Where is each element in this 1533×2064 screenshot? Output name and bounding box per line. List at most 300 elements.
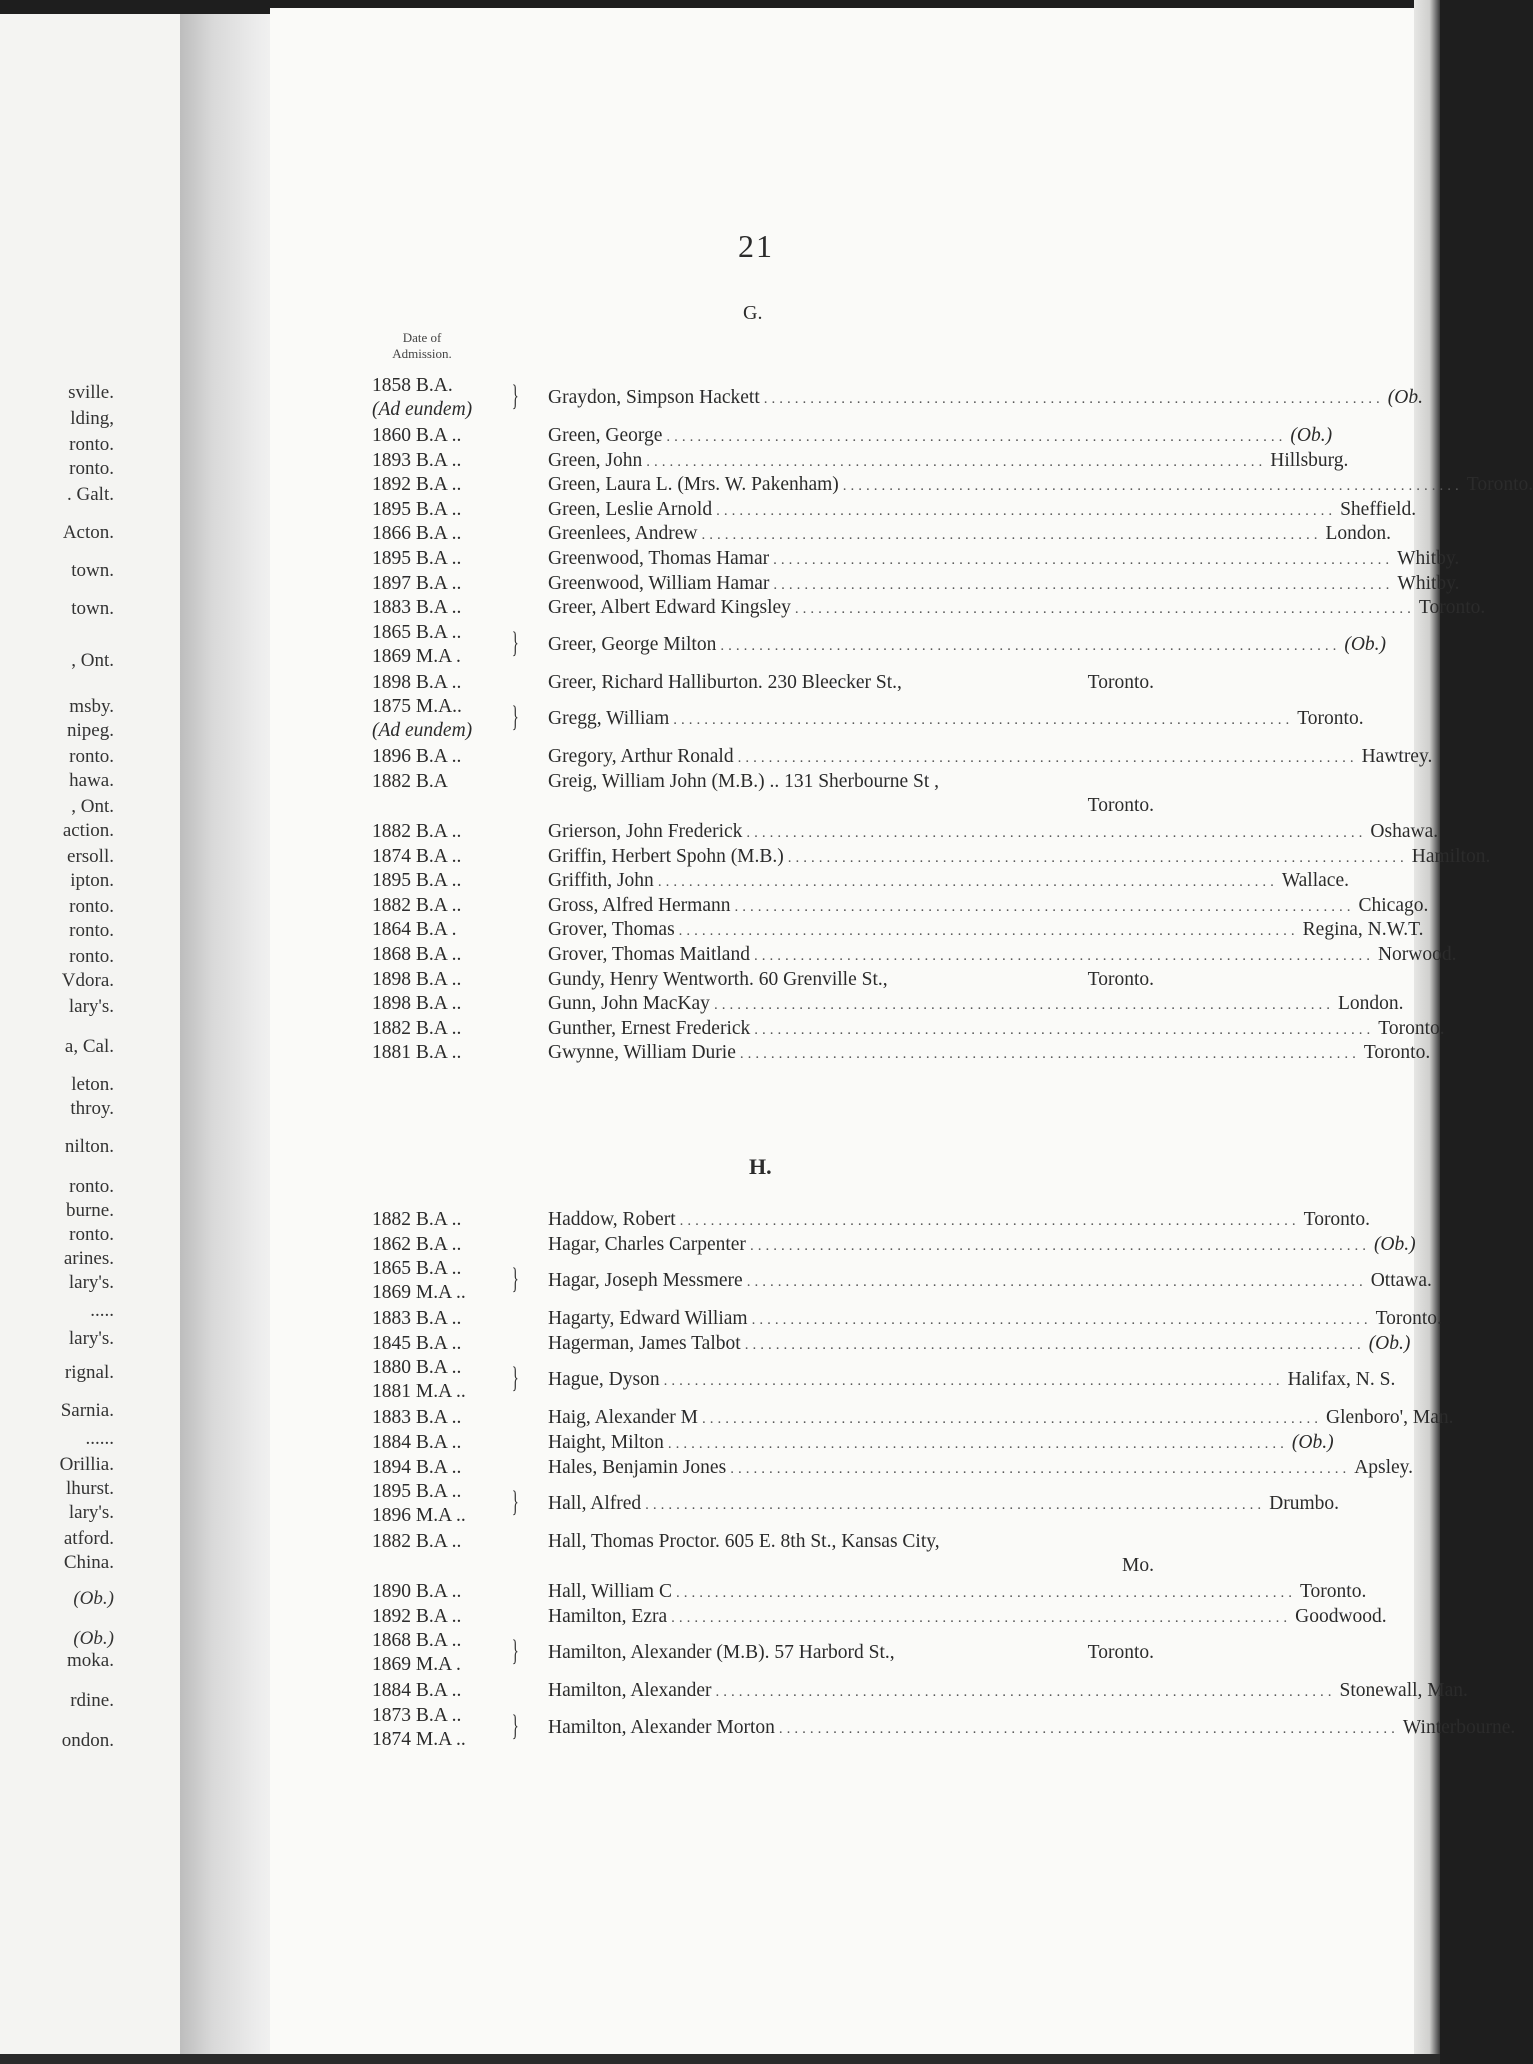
admission-date (372, 1480, 522, 1528)
leader-dots: ................................................................................ (671, 1609, 1292, 1626)
residence: Oshawa. (1370, 821, 1439, 842)
admission-date (372, 1041, 522, 1065)
graduate-name: Greer, George Milton (548, 633, 717, 655)
residence: Halifax, N. S. (1287, 1369, 1396, 1391)
register-entry (372, 671, 1154, 697)
page-number: 21 (738, 228, 774, 264)
admission-date-line: 1890 B.A .. (372, 1581, 462, 1603)
register-entry (372, 424, 1333, 450)
residence: Toronto. (1297, 708, 1364, 730)
left-page-fragment: a, Cal. (64, 1036, 114, 1057)
admission-date-line: 1898 B.A .. (372, 993, 462, 1015)
left-page-fragment: lding, (70, 408, 114, 429)
leader-dots: ................................................................................ (657, 874, 1278, 891)
left-page-fragment: ondon. (61, 1730, 114, 1751)
admission-date (372, 1356, 522, 1404)
register-entry (372, 522, 1391, 548)
leader-dots: ................................................................................ (754, 1021, 1375, 1038)
left-page-fragment: , Ont. (71, 650, 114, 671)
graduate-name: Gregg, William (548, 708, 670, 730)
register-entry (372, 1456, 1414, 1482)
left-page-fragment: Sarnia. (60, 1400, 114, 1421)
leader-dots: ................................................................................ (646, 453, 1267, 470)
admission-date (372, 1704, 522, 1752)
graduate-name: Hall, Thomas Proctor. 605 E. 8th St., Kansas City, (548, 1531, 940, 1553)
residence: Apsley. (1354, 1456, 1414, 1478)
leader-dots: ................................................................................ (787, 849, 1408, 866)
register-entry (372, 572, 1460, 598)
leader-dots: ................................................................................ (715, 1684, 1336, 1701)
register-entry (372, 1679, 1468, 1705)
brace-mark: } (511, 625, 519, 659)
residence: Drumbo. (1269, 1493, 1340, 1515)
left-page-fragment: ronto. (69, 920, 114, 941)
admission-date (372, 1332, 522, 1356)
admission-date-line: 1882 B.A .. (372, 821, 462, 842)
admission-date (372, 449, 522, 473)
leader-dots: ................................................................................ (746, 1274, 1367, 1291)
admission-date-line: 1895 B.A .. (372, 1481, 462, 1503)
admission-date-line: 1881 B.A .. (372, 1042, 462, 1064)
register-entry (372, 1208, 1370, 1234)
leader-dots: ................................................................................ (739, 1046, 1360, 1063)
register-entry (372, 1605, 1387, 1631)
register-entry (372, 1041, 1431, 1067)
leader-dots: ................................................................................ (794, 601, 1415, 618)
residence: Toronto. (1087, 1642, 1154, 1664)
residence: (Ob.) (1291, 1432, 1334, 1453)
residence: Toronto. (1299, 1581, 1367, 1603)
admission-date-line: 1866 B.A .. (372, 523, 462, 545)
admission-date (372, 1580, 522, 1604)
left-page-fragment: lary's. (68, 1272, 114, 1293)
section-letter-h: H. (749, 1154, 772, 1179)
graduate-name: Green, Leslie Arnold (548, 498, 713, 520)
graduate-name: Hales, Benjamin Jones (548, 1456, 727, 1478)
admission-date-line: 1875 M.A.. (372, 696, 462, 718)
graduate-name: Hall, William C (548, 1581, 672, 1603)
left-page-fragment: ronto. (69, 896, 114, 917)
residence: Goodwood. (1295, 1605, 1387, 1627)
left-page-fragment: Acton. (62, 522, 114, 543)
residence: Toronto. (1466, 474, 1533, 496)
residence: Hillsburg. (1270, 449, 1349, 471)
admission-date (372, 845, 522, 869)
leader-dots: ................................................................................ (666, 429, 1287, 445)
residence: Toronto. (1375, 1308, 1442, 1330)
leader-dots: ................................................................................ (675, 1585, 1296, 1602)
residence: Norwood. (1377, 944, 1457, 965)
left-page-fragment: ronto. (69, 1224, 114, 1245)
graduate-name: Gunn, John MacKay (548, 993, 710, 1015)
admission-date (372, 498, 522, 522)
graduate-name: Haddow, Robert (548, 1209, 676, 1230)
left-page-fragment: nipeg. (67, 720, 114, 741)
graduate-name: Griffith, John (548, 870, 654, 892)
residence: Hawtrey. (1361, 746, 1433, 768)
admission-date (372, 1208, 522, 1232)
leader-dots: ................................................................................ (713, 997, 1334, 1014)
residence-continued: Mo. (1122, 1555, 1154, 1577)
brace-mark: } (511, 1709, 519, 1742)
admission-date-line: 1862 B.A .. (372, 1233, 462, 1255)
admission-date (372, 968, 522, 992)
admission-date (372, 1605, 522, 1629)
left-page-fragment: atford. (63, 1528, 114, 1549)
left-page-fragment: ronto. (69, 946, 114, 967)
residence: Sheffield. (1340, 498, 1417, 520)
register-entry (372, 820, 1439, 846)
leader-dots: ................................................................................ (730, 1460, 1351, 1477)
graduate-name: Griffin, Herbert Spohn (M.B.) (548, 845, 784, 867)
left-page-fragment: leton. (71, 1074, 114, 1095)
admission-date-line: 1882 B.A .. (372, 894, 462, 916)
leader-dots: ................................................................................ (753, 948, 1374, 964)
admission-date-line: 1865 B.A .. (372, 621, 462, 643)
admission-date-line: 1882 B.A (372, 771, 448, 792)
residence: Toronto. (1418, 597, 1486, 619)
admission-date-line: 1894 B.A .. (372, 1456, 462, 1478)
admission-date-line: 1865 B.A .. (372, 1258, 462, 1280)
admission-date (372, 522, 522, 546)
left-page-fragment: ronto. (69, 434, 114, 455)
left-page-fragment: ersoll. (67, 846, 114, 867)
left-page-fragment: arines. (63, 1248, 114, 1269)
left-page-fragment: ipton. (70, 870, 114, 891)
register-entry (372, 695, 1364, 743)
left-page-fragment: throy. (70, 1098, 114, 1119)
leader-dots: ................................................................................ (679, 1213, 1300, 1229)
admission-date-line: (Ad eundem) (372, 399, 473, 420)
residence: Toronto. (1087, 671, 1154, 693)
residence: Wallace. (1281, 870, 1349, 892)
admission-date (372, 572, 522, 596)
register-entry (372, 918, 1424, 944)
residence: Toronto. (1087, 968, 1154, 990)
graduate-name: Haig, Alexander M (548, 1407, 699, 1429)
admission-date (372, 473, 522, 497)
residence: Toronto. (1363, 1042, 1431, 1064)
graduate-name: Gundy, Henry Wentworth. 60 Grenville St., (548, 968, 888, 990)
register-entry (372, 1530, 1154, 1578)
left-page-fragment: China. (63, 1552, 114, 1573)
left-page-fragment: moka. (67, 1650, 114, 1671)
residence: Stonewall, Man. (1339, 1680, 1468, 1702)
admission-date-line: 1860 B.A .. (372, 425, 462, 446)
graduate-name: Hague, Dyson (548, 1369, 660, 1391)
left-page-fragment: (Ob.) (73, 1588, 114, 1609)
graduate-name: Greer, Richard Halliburton. 230 Bleecker St., (548, 671, 902, 693)
admission-date-line: 1882 B.A .. (372, 1531, 462, 1553)
date-of-admission-header: Date of Admission. (392, 330, 452, 361)
leader-dots: ................................................................................ (751, 1312, 1372, 1329)
register-entry (372, 449, 1349, 475)
admission-date-line: 1892 B.A .. (372, 474, 462, 496)
graduate-name: Greer, Albert Edward Kingsley (548, 597, 791, 619)
admission-date (372, 424, 522, 448)
graduate-name: Hagarty, Edward William (548, 1308, 748, 1330)
register-entry (372, 473, 1533, 499)
left-page-fragment: msby. (69, 696, 114, 717)
residence: Winterbourne. (1402, 1717, 1516, 1738)
admission-date-line: 1869 M.A . (372, 1654, 461, 1676)
admission-date (372, 1629, 522, 1677)
admission-date-line: 1892 B.A .. (372, 1605, 462, 1627)
residence: Toronto. (1303, 1209, 1370, 1230)
page-bottom-edge (0, 2054, 1440, 2064)
register-entry (372, 596, 1486, 622)
graduate-name: Grover, Thomas (548, 919, 675, 941)
graduate-name: Hamilton, Alexander (M.B). 57 Harbord St., (548, 1642, 895, 1664)
admission-date (372, 745, 522, 769)
admission-date (372, 918, 522, 942)
register-entry (372, 943, 1457, 969)
admission-date (372, 1406, 522, 1430)
admission-date-line: 1882 B.A .. (372, 1209, 462, 1230)
register-entry (372, 621, 1387, 669)
left-page-fragment: , Ont. (71, 796, 114, 817)
register-entry (372, 547, 1460, 573)
register-entry (372, 992, 1404, 1018)
residence: Whitby. (1397, 572, 1460, 594)
graduate-name: Greenwood, William Hamar (548, 572, 770, 594)
admission-date-line: 1895 B.A .. (372, 870, 462, 892)
admission-date (372, 596, 522, 620)
left-page-fragment: nilton. (64, 1136, 114, 1157)
leader-dots: ................................................................................ (763, 391, 1384, 407)
leader-dots: ................................................................................ (663, 1373, 1284, 1390)
leader-dots: ................................................................................ (720, 637, 1341, 654)
left-page-fragment: lhurst. (65, 1478, 114, 1499)
admission-date-line: 1869 M.A .. (372, 1282, 466, 1304)
left-page-fragment: hawa. (69, 770, 114, 791)
admission-date-line: 1895 B.A .. (372, 498, 462, 520)
admission-date-line: 1898 B.A .. (372, 968, 462, 990)
residence: London. (1325, 523, 1391, 545)
register-entry (372, 1406, 1454, 1432)
left-page-fragment: lary's. (68, 1502, 114, 1523)
left-page-fragment: lary's. (68, 996, 114, 1017)
admission-date-line: 1869 M.A . (372, 645, 461, 667)
graduate-name: Hagerman, James Talbot (548, 1332, 741, 1354)
leader-dots: ................................................................................ (716, 502, 1337, 519)
admission-date-line: 1880 B.A .. (372, 1357, 462, 1379)
admission-date (372, 547, 522, 571)
graduate-name: Grierson, John Frederick (548, 821, 743, 842)
admission-date (372, 374, 522, 422)
left-page-fragment: action. (62, 820, 114, 841)
admission-date (372, 1017, 522, 1041)
residence: (Ob. (1387, 387, 1423, 408)
residence-continued: Toronto. (1087, 795, 1154, 816)
admission-date-line: 1868 B.A .. (372, 1630, 462, 1652)
left-page-fragment: town. (71, 598, 114, 619)
admission-date (372, 820, 522, 844)
leader-dots: ................................................................................ (737, 750, 1358, 767)
graduate-name: Graydon, Simpson Hackett (548, 387, 760, 408)
admission-date-line: 1873 B.A .. (372, 1705, 462, 1726)
admission-date-line: 1883 B.A .. (372, 1407, 462, 1429)
admission-date (372, 1456, 522, 1480)
register-entry (372, 1480, 1340, 1528)
admission-date-line: 1895 B.A .. (372, 548, 462, 569)
graduate-name: Hagar, Charles Carpenter (548, 1233, 746, 1255)
admission-date-line: (Ad eundem) (372, 720, 473, 742)
admission-date (372, 1233, 522, 1257)
left-page-fragment: ...... (85, 1428, 114, 1449)
register-entry (372, 745, 1433, 771)
residence: (Ob.) (1368, 1332, 1411, 1354)
admission-date-line: 1858 B.A. (372, 375, 453, 396)
admission-date (372, 869, 522, 893)
graduate-name: Gregory, Arthur Ronald (548, 746, 734, 768)
graduate-name: Gross, Alfred Hermann (548, 894, 731, 916)
register-entry (372, 1233, 1416, 1259)
leader-dots: ................................................................................ (702, 1411, 1323, 1428)
admission-date (372, 943, 522, 967)
graduate-name: Green, John (548, 449, 643, 471)
leader-dots: ................................................................................ (842, 478, 1463, 495)
residence: (Ob.) (1373, 1233, 1416, 1255)
register-entry (372, 374, 1423, 422)
left-page-fragment: sville. (68, 382, 114, 403)
register-entry (372, 1332, 1411, 1358)
register-entry (372, 1580, 1367, 1606)
residence: Chicago. (1358, 894, 1429, 916)
admission-date (372, 621, 522, 669)
graduate-name: Greig, William John (M.B.) .. 131 Sherbourne St , (548, 771, 939, 792)
admission-date-line: 1896 B.A .. (372, 746, 462, 768)
register-entry (372, 1257, 1432, 1305)
leader-dots: ................................................................................ (744, 1336, 1365, 1353)
admission-date (372, 1530, 522, 1554)
admission-date-line: 1896 M.A .. (372, 1505, 466, 1527)
admission-date-line: 1884 B.A .. (372, 1432, 462, 1453)
graduate-name: Gunther, Ernest Frederick (548, 1017, 751, 1039)
left-page-fragment: ..... (90, 1300, 114, 1321)
left-page-fragment: ronto. (69, 458, 114, 479)
admission-date-line: 1897 B.A .. (372, 572, 462, 594)
graduate-name: Greenwood, Thomas Hamar (548, 548, 770, 569)
left-facing-page (0, 14, 192, 2054)
residence: Whitby. (1397, 548, 1460, 569)
register-entry (372, 1017, 1445, 1043)
register-entry (372, 1629, 1154, 1677)
admission-date (372, 770, 522, 794)
left-page-fragment: ronto. (69, 1176, 114, 1197)
left-page-fragment: Vdora. (61, 970, 114, 991)
graduate-name: Green, Laura L. (Mrs. W. Pakenham) (548, 474, 839, 496)
residence: Glenboro', Man. (1326, 1407, 1454, 1429)
leader-dots: ................................................................................ (645, 1497, 1266, 1514)
brace-mark: } (511, 1485, 519, 1519)
leader-dots: ................................................................................ (678, 923, 1299, 940)
register-entry (372, 770, 1154, 818)
admission-date-line: 1868 B.A .. (372, 944, 462, 965)
left-page-fragment: burne. (65, 1200, 114, 1221)
admission-date-line: 1883 B.A .. (372, 1308, 462, 1330)
graduate-name: Gwynne, William Durie (548, 1042, 736, 1064)
register-entry (372, 498, 1417, 524)
leader-dots: ................................................................................ (773, 576, 1394, 593)
left-page-fragment: lary's. (68, 1328, 114, 1349)
register-entry (372, 1307, 1442, 1333)
register-entry (372, 1356, 1396, 1404)
leader-dots: ................................................................................ (749, 1237, 1370, 1254)
brace-mark: } (511, 1262, 519, 1296)
graduate-name: Green, George (548, 425, 663, 446)
left-page-fragment: town. (71, 560, 114, 581)
left-page-fragment: (Ob.) (73, 1628, 114, 1649)
leader-dots: ................................................................................ (701, 527, 1322, 544)
admission-date-line: 1881 M.A .. (372, 1381, 466, 1403)
residence: Regina, N.W.T. (1302, 919, 1424, 941)
graduate-name: Hamilton, Alexander (548, 1680, 712, 1702)
admission-date-line: 1874 B.A .. (372, 845, 462, 867)
leader-dots: ................................................................................ (734, 898, 1355, 915)
leader-dots: ................................................................................ (746, 825, 1367, 841)
admission-date (372, 894, 522, 918)
leader-dots: ................................................................................ (773, 552, 1394, 568)
register-entry (372, 968, 1154, 994)
graduate-name: Hagar, Joseph Messmere (548, 1270, 743, 1292)
left-page-fragment: . Galt. (67, 484, 114, 505)
brace-mark: } (511, 379, 519, 412)
register-entry (372, 869, 1349, 895)
brace-mark: } (511, 700, 519, 734)
left-page-fragment: rignal. (64, 1362, 114, 1383)
admission-date (372, 1679, 522, 1703)
graduate-name: Grover, Thomas Maitland (548, 944, 750, 965)
register-entry (372, 845, 1491, 871)
brace-mark: } (511, 1634, 519, 1668)
admission-date-line: 1898 B.A .. (372, 671, 462, 693)
left-page-fragment: rdine. (70, 1690, 114, 1711)
graduate-name: Hall, Alfred (548, 1493, 642, 1515)
section-letter-g: G. (743, 302, 763, 324)
leader-dots: ................................................................................ (667, 1436, 1288, 1452)
residence: Ottawa. (1370, 1270, 1432, 1292)
register-entry (372, 894, 1429, 920)
residence: Toronto. (1378, 1017, 1445, 1039)
left-page-fragment: ronto. (69, 746, 114, 767)
admission-date (372, 695, 522, 743)
admission-date-line: 1884 B.A .. (372, 1680, 462, 1702)
admission-date-line: 1893 B.A .. (372, 449, 462, 471)
admission-date (372, 1431, 522, 1455)
leader-dots: ................................................................................ (778, 1721, 1399, 1737)
admission-date-line: 1845 B.A .. (372, 1332, 462, 1354)
residence: (Ob.) (1344, 633, 1387, 655)
register-entry (372, 1704, 1516, 1752)
register-entry (372, 1431, 1334, 1457)
residence: London. (1337, 993, 1404, 1015)
residence: (Ob.) (1290, 425, 1333, 446)
graduate-name: Greenlees, Andrew (548, 523, 698, 545)
graduate-name: Haight, Milton (548, 1432, 664, 1453)
residence: Hamilton. (1411, 845, 1491, 867)
brace-mark: } (511, 1361, 519, 1395)
graduate-name: Hamilton, Alexander Morton (548, 1717, 775, 1738)
leader-dots: ................................................................................ (673, 712, 1294, 729)
admission-date (372, 671, 522, 695)
admission-date-line: 1864 B.A . (372, 919, 457, 941)
left-page-fragment: Orillia. (59, 1454, 114, 1475)
admission-date-line: 1882 B.A .. (372, 1017, 462, 1039)
admission-date (372, 1307, 522, 1331)
graduate-name: Hamilton, Ezra (548, 1605, 668, 1627)
admission-date (372, 1257, 522, 1305)
